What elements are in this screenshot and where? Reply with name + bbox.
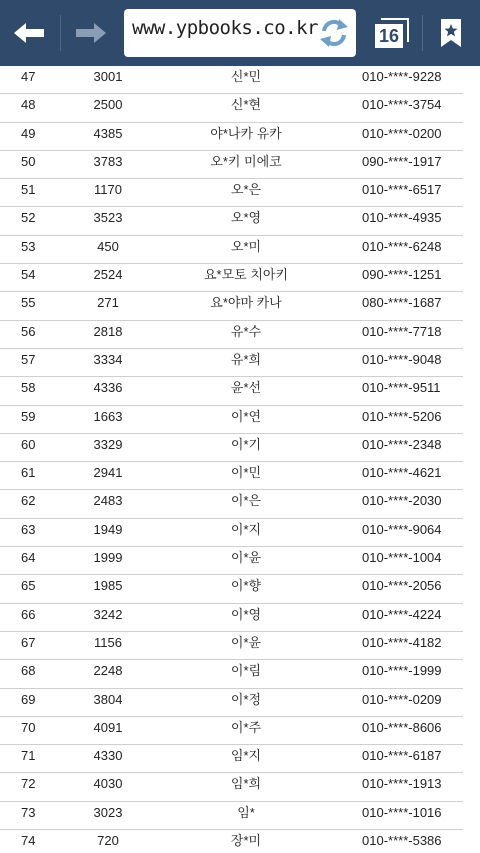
member-name: 야*나카 유카 [210, 125, 282, 141]
entry-code: 3804 [93, 691, 123, 707]
bookmark-button[interactable] [422, 0, 480, 66]
phone-number: 010-****-0209 [362, 691, 442, 707]
row-number: 73 [21, 804, 36, 820]
member-name: 요*모토 치아키 [203, 267, 289, 283]
phone-number: 010-****-4935 [362, 210, 442, 226]
phone-number: 010-****-8606 [362, 719, 442, 735]
row-number: 61 [21, 465, 36, 481]
row-number: 72 [21, 776, 36, 792]
member-name: 이*민 [230, 465, 262, 481]
member-name: 오*영 [230, 210, 262, 226]
table-row [0, 519, 480, 547]
table-row [0, 377, 480, 405]
toolbar-divider [60, 15, 61, 51]
phone-number: 010-****-1913 [362, 776, 442, 792]
back-arrow-icon [14, 21, 46, 45]
member-name: 장*미 [230, 833, 262, 849]
tab-count: 16 [375, 24, 403, 48]
row-number: 65 [21, 578, 36, 594]
table-row [0, 830, 480, 853]
phone-number: 010-****-4621 [362, 465, 442, 481]
row-number: 60 [21, 436, 36, 452]
phone-number: 010-****-2030 [362, 493, 442, 509]
entry-code: 1999 [93, 550, 123, 566]
tabs-button[interactable] [362, 0, 422, 66]
table-row [0, 773, 480, 801]
row-number: 55 [21, 295, 36, 311]
member-name: 신*민 [230, 69, 262, 84]
member-name: 이*기 [230, 436, 262, 452]
table-row [0, 264, 480, 292]
table-row [0, 292, 480, 320]
phone-number: 010-****-6517 [362, 182, 442, 198]
table-row [0, 689, 480, 717]
entry-code: 3523 [93, 210, 123, 226]
entry-code: 2500 [93, 97, 123, 113]
row-number: 57 [21, 351, 36, 367]
row-number: 52 [21, 210, 36, 226]
tabs-icon [375, 18, 409, 48]
entry-code: 1949 [93, 521, 123, 537]
member-name: 이*윤 [230, 550, 262, 566]
member-name: 임*지 [230, 748, 262, 764]
member-name: 오*은 [230, 182, 262, 198]
row-number: 58 [21, 380, 36, 396]
row-number: 54 [21, 267, 36, 283]
browser-toolbar [0, 0, 480, 66]
table-row [0, 434, 480, 462]
phone-number: 010-****-1016 [362, 804, 442, 820]
row-number: 62 [21, 493, 36, 509]
table-row [0, 632, 480, 660]
member-name: 이*정 [230, 691, 262, 707]
row-number: 68 [21, 663, 36, 679]
row-number: 71 [21, 748, 36, 764]
row-number: 47 [21, 69, 36, 84]
table-row [0, 207, 480, 235]
entry-code: 4030 [93, 776, 123, 792]
member-name: 윤*선 [230, 380, 262, 396]
entry-code: 4091 [93, 719, 123, 735]
table-row [0, 802, 480, 830]
entry-code: 2941 [93, 465, 123, 481]
member-name: 이*지 [230, 521, 262, 537]
row-number: 64 [21, 550, 36, 566]
table-row [0, 660, 480, 688]
member-name: 이*림 [230, 663, 262, 679]
entry-code: 1985 [93, 578, 123, 594]
row-number: 69 [21, 691, 36, 707]
phone-number: 010-****-9048 [362, 351, 442, 367]
refresh-icon[interactable] [316, 15, 352, 51]
entry-code: 1663 [93, 408, 123, 424]
forward-button[interactable] [60, 0, 120, 66]
row-number: 67 [21, 634, 36, 650]
entry-code: 2818 [93, 323, 123, 339]
table-row [0, 179, 480, 207]
forward-arrow-icon [74, 21, 106, 45]
entry-code: 3023 [93, 804, 123, 820]
member-name: 오*미 [230, 238, 262, 254]
row-number: 49 [21, 125, 36, 141]
member-name: 이*은 [230, 493, 262, 509]
entry-code: 720 [97, 833, 119, 849]
member-name: 임* [237, 804, 255, 820]
table-row [0, 66, 480, 94]
row-number: 53 [21, 238, 36, 254]
table-row [0, 349, 480, 377]
member-name: 유*수 [230, 323, 262, 339]
bookmark-icon [440, 18, 462, 48]
entry-code: 1156 [94, 634, 122, 650]
phone-number: 010-****-3754 [362, 97, 442, 113]
url-bar[interactable] [124, 9, 356, 57]
member-name: 이*향 [230, 578, 262, 594]
table-row [0, 94, 480, 122]
table-row [0, 604, 480, 632]
entry-code: 4385 [93, 125, 123, 141]
url-text: www.ypbooks.co.kr [132, 17, 318, 39]
entry-code: 2248 [93, 663, 123, 679]
phone-number: 010-****-2348 [362, 436, 442, 452]
phone-number: 010-****-6248 [362, 238, 442, 254]
phone-number: 090-****-1917 [362, 153, 442, 169]
entry-code: 4336 [93, 380, 123, 396]
member-name: 오*키 미에코 [210, 153, 282, 169]
entry-code: 1170 [94, 182, 122, 198]
phone-number: 010-****-5206 [362, 408, 442, 424]
phone-number: 080-****-1687 [362, 295, 442, 311]
row-number: 56 [21, 323, 36, 339]
winner-table [0, 66, 480, 853]
entry-code: 3329 [93, 436, 123, 452]
table-row [0, 151, 480, 179]
table-row [0, 406, 480, 434]
row-number: 66 [21, 606, 36, 622]
phone-number: 010-****-4224 [362, 606, 442, 622]
phone-number: 010-****-7718 [362, 323, 442, 339]
member-name: 이*연 [230, 408, 262, 424]
table-row [0, 575, 480, 603]
phone-number: 010-****-0200 [362, 125, 442, 141]
phone-number: 010-****-5386 [362, 833, 442, 849]
entry-code: 3334 [93, 351, 123, 367]
row-number: 50 [21, 153, 36, 169]
phone-number: 010-****-2056 [362, 578, 442, 594]
row-number: 51 [21, 182, 36, 198]
row-number: 59 [21, 408, 36, 424]
table-row [0, 717, 480, 745]
row-number: 74 [21, 833, 36, 849]
entry-code: 2524 [93, 267, 123, 283]
row-number: 70 [21, 719, 36, 735]
phone-number: 010-****-1004 [362, 550, 442, 566]
member-name: 임*희 [230, 776, 262, 792]
member-name: 요*야마 카나 [210, 295, 282, 311]
back-button[interactable] [0, 0, 60, 66]
phone-number: 010-****-1999 [362, 663, 442, 679]
entry-code: 271 [97, 295, 119, 311]
table-row [0, 490, 480, 518]
row-number: 63 [21, 521, 36, 537]
entry-code: 3242 [93, 606, 123, 622]
table-row [0, 236, 480, 264]
table-row [0, 745, 480, 773]
phone-number: 010-****-9064 [362, 521, 442, 537]
member-name: 유*희 [230, 351, 262, 367]
table-row [0, 123, 480, 151]
phone-number: 010-****-4182 [362, 634, 442, 650]
table-row [0, 547, 480, 575]
row-number: 48 [21, 97, 36, 113]
member-name: 신*현 [230, 97, 262, 113]
entry-code: 3783 [93, 153, 123, 169]
entry-code: 450 [97, 238, 119, 254]
table-row [0, 321, 480, 349]
entry-code: 4330 [93, 748, 123, 764]
entry-code: 2483 [93, 493, 123, 509]
member-name: 이*영 [230, 606, 262, 622]
phone-number: 010-****-9228 [362, 69, 442, 84]
phone-number: 090-****-1251 [362, 267, 442, 283]
phone-number: 010-****-9511 [362, 380, 441, 396]
phone-number: 010-****-6187 [362, 748, 442, 764]
member-name: 이*윤 [230, 634, 262, 650]
member-name: 이*주 [230, 719, 262, 735]
table-row [0, 462, 480, 490]
entry-code: 3001 [93, 69, 123, 84]
